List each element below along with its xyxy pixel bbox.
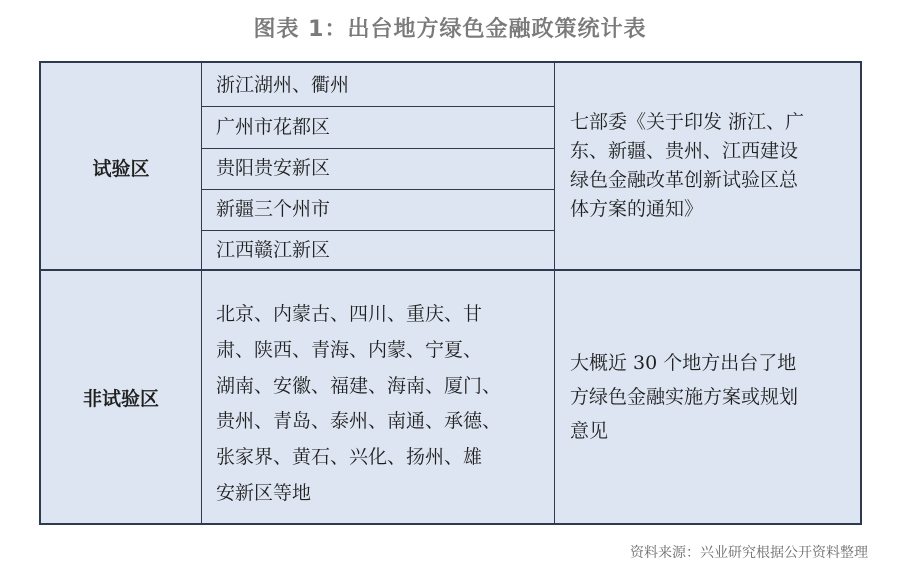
pilot-policy-line: 体方案的通知》 (570, 198, 704, 220)
row-label-non-pilot-zone: 非试验区 (82, 388, 159, 410)
non-pilot-policy-line: 方绿色金融实施方案或规划 (570, 386, 799, 408)
column-divider-1 (201, 61, 202, 525)
non-pilot-region-line: 肃、陕西、青海、内蒙、宁夏、 (216, 339, 483, 361)
subrow-divider-2 (201, 148, 555, 149)
row-label-pilot-zone: 试验区 (92, 158, 150, 180)
pilot-policy-line: 绿色金融改革创新试验区总 (570, 169, 799, 191)
pilot-region-item: 新疆三个州市 (216, 198, 331, 220)
subrow-divider-3 (201, 189, 555, 190)
pilot-region-item: 江西赣江新区 (216, 239, 331, 261)
column-divider-2 (554, 61, 555, 525)
subrow-divider-4 (201, 230, 555, 231)
pilot-policy-line: 东、新疆、贵州、江西建设 (570, 140, 799, 162)
table-top-border (39, 61, 862, 63)
pilot-region-item: 贵阳贵安新区 (216, 157, 331, 179)
non-pilot-region-line: 湖南、安徽、福建、海南、厦门、 (216, 375, 502, 397)
non-pilot-region-line: 安新区等地 (216, 482, 312, 504)
table-bottom-border (39, 523, 862, 525)
table-title: 图表 1：出台地方绿色金融政策统计表 (253, 17, 647, 42)
non-pilot-region-line: 张家界、黄石、兴化、扬州、雄 (216, 446, 483, 468)
pilot-policy-line: 七部委《关于印发 浙江、广 (570, 111, 805, 133)
table-right-border (860, 61, 862, 525)
pilot-region-item: 浙江湖州、衢州 (216, 74, 350, 96)
row-divider-main (39, 269, 862, 271)
subrow-divider-1 (201, 106, 555, 107)
non-pilot-region-line: 贵州、青岛、泰州、南通、承德、 (216, 410, 502, 432)
source-note: 资料来源：兴业研究根据公开资料整理 (630, 545, 868, 561)
non-pilot-policy-line: 意见 (570, 420, 609, 442)
pilot-region-item: 广州市花都区 (216, 116, 331, 138)
non-pilot-region-line: 北京、内蒙古、四川、重庆、甘 (216, 303, 483, 325)
table-left-border (39, 61, 41, 525)
non-pilot-policy-line: 大概近 30 个地方出台了地 (570, 352, 797, 374)
